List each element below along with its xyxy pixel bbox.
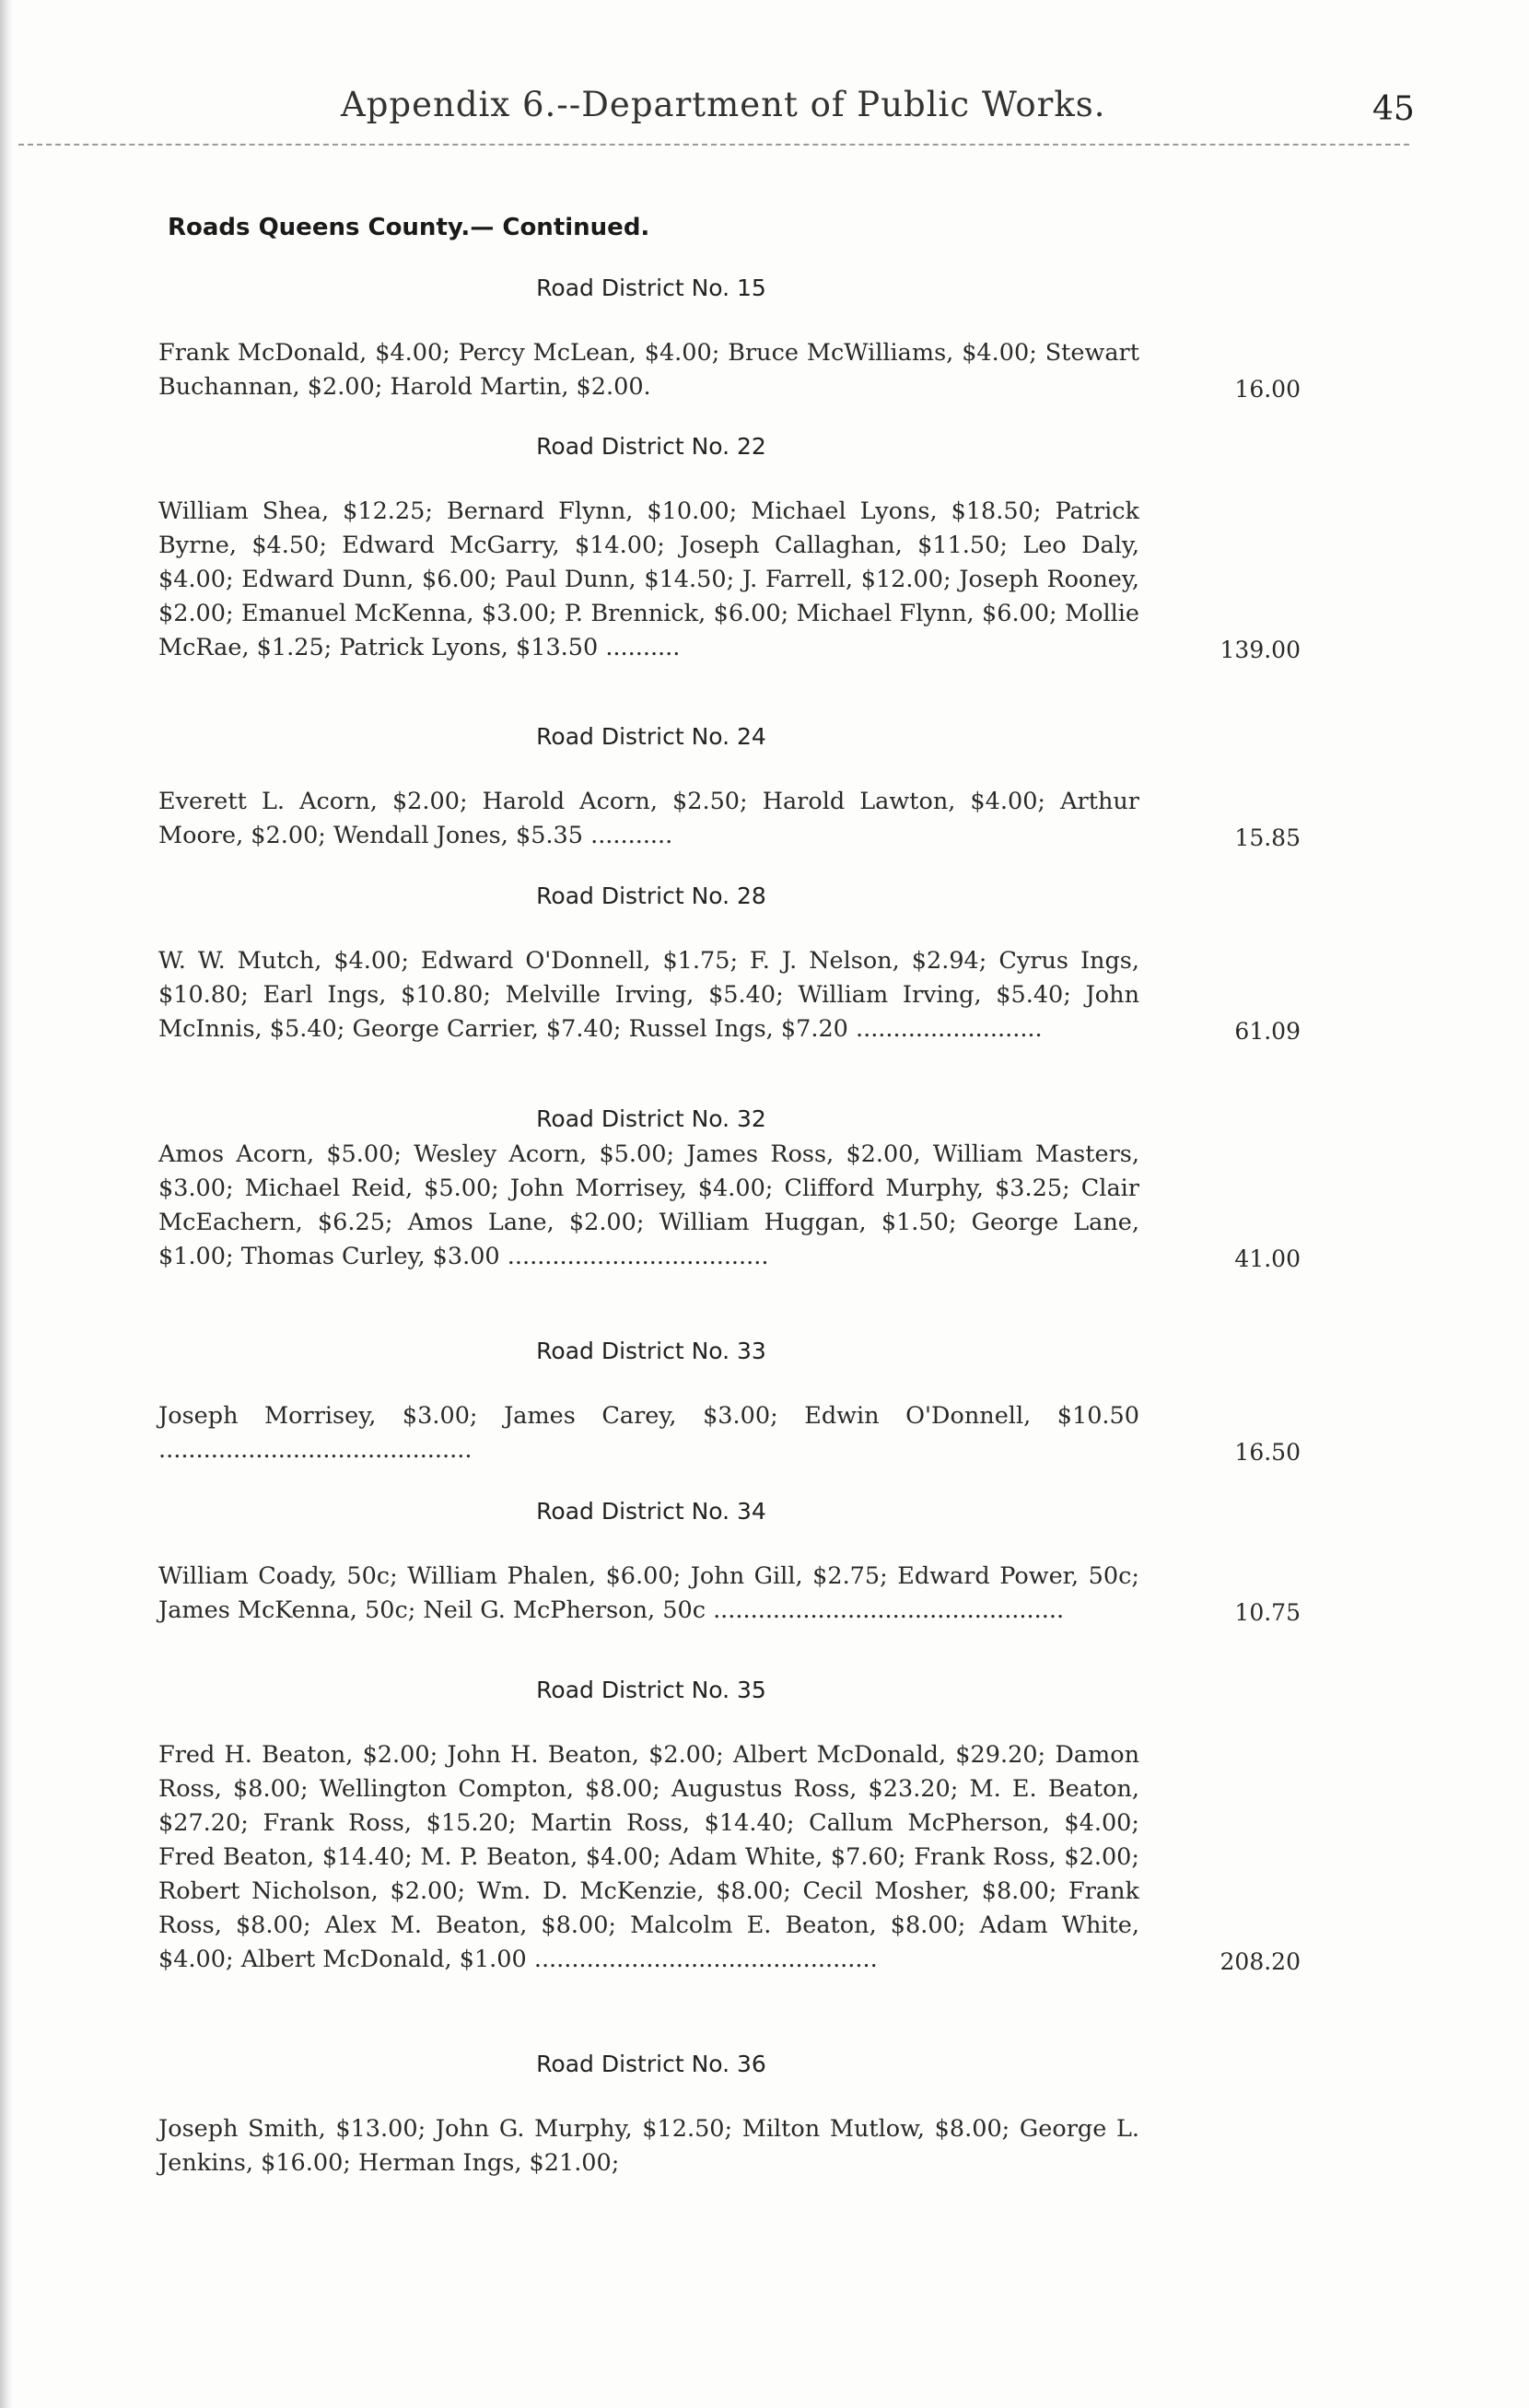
road-district-32 — [158, 1105, 1301, 1274]
district-total: 139.00 — [1220, 637, 1301, 663]
district-title: Road District No. 28 — [536, 883, 766, 909]
section-heading: Roads Queens County.— Continued. — [168, 214, 650, 241]
district-body — [158, 1738, 1301, 1977]
district-total: 15.85 — [1234, 824, 1301, 851]
district-entries: Amos Acorn, $5.00; Wesley Acorn, $5.00; James Ross, $2.00, William Masters, $3.00; Michael Reid, $5.00; John Morrisey, $4.00; Clifford Murphy, $3.25; Clair McEachern, $6.25; Amos Lane, $2.00; William Huggan, $1.50; George Lane, $1.00; Thomas Curley, $3.00 ................................... — [158, 1140, 1139, 1270]
district-entries: Everett L. Acorn, $2.00; Harold Acorn, $2.50; Harold Lawton, $4.00; Arthur Moore, $2.00; Wendall Jones, $5.35 ........... — [158, 788, 1139, 849]
district-entries: William Shea, $12.25; Bernard Flynn, $10.00; Michael Lyons, $18.50; Patrick Byrne, $4.50; Edward McGarry, $14.00; Joseph Callaghan, $11.50; Leo Daly, $4.00; Edward Dunn, $6.00; Paul Dunn, $14.50; J. Farrell, $12.00; Joseph Rooney, $2.00; Emanuel McKenna, $3.00; P. Brennick, $6.00; Michael Flynn, $6.00; Mollie McRae, $1.25; Patrick Lyons, $13.50 .......... — [158, 497, 1139, 661]
road-district-22 — [158, 433, 1301, 665]
road-district-36 — [158, 2051, 1301, 2180]
district-title: Road District No. 33 — [536, 1338, 766, 1364]
district-total: 16.00 — [1234, 376, 1301, 403]
district-title: Road District No. 35 — [536, 1677, 766, 1703]
district-body — [158, 1138, 1301, 1274]
road-district-28 — [158, 883, 1301, 1046]
district-body — [158, 785, 1301, 853]
road-district-35 — [158, 1677, 1301, 1977]
district-entries: Joseph Smith, $13.00; John G. Murphy, $12.50; Milton Mutlow, $8.00; George L. Jenkins, $16.00; Herman Ings, $21.00; — [158, 2115, 1139, 2177]
road-district-33 — [158, 1338, 1301, 1467]
district-body — [158, 1399, 1301, 1467]
road-district-34 — [158, 1498, 1301, 1628]
district-entries: Frank McDonald, $4.00; Percy McLean, $4.00; Bruce McWilliams, $4.00; Stewart Buchannan, $2.00; Harold Martin, $2.00. — [158, 339, 1139, 401]
district-title: Road District No. 24 — [536, 723, 766, 750]
district-title: Road District No. 22 — [536, 433, 766, 460]
road-district-15 — [158, 275, 1301, 404]
district-entries: W. W. Mutch, $4.00; Edward O'Donnell, $1.75; F. J. Nelson, $2.94; Cyrus Ings, $10.80; Earl Ings, $10.80; Melville Irving, $5.40; William Irving, $5.40; John McInnis, $5.40; George Carrier, $7.40; Russel Ings, $7.20 ......................... — [158, 947, 1139, 1043]
header-rule — [18, 144, 1409, 146]
district-entries: Fred H. Beaton, $2.00; John H. Beaton, $2.00; Albert McDonald, $29.20; Damon Ross, $8.00; Wellington Compton, $8.00; Augustus Ross, $23.20; M. E. Beaton, $27.20; Frank Ross, $15.20; Martin Ross, $14.40; Callum McPherson, $4.00; Fred Beaton, $14.40; M. P. Beaton, $4.00; Adam White, $7.60; Frank Ross, $2.00; Robert Nicholson, $2.00; Wm. D. McKenzie, $8.00; Cecil Mosher, $8.00; Frank Ross, $8.00; Alex M. Beaton, $8.00; Malcolm E. Beaton, $8.00; Adam White, $4.00; Albert McDonald, $1.00 .............................................. — [158, 1741, 1139, 1973]
district-title: Road District No. 15 — [536, 275, 766, 301]
district-title: Road District No. 36 — [536, 2051, 766, 2077]
district-title: Road District No. 34 — [536, 1498, 766, 1525]
district-body — [158, 495, 1301, 665]
district-total: 208.20 — [1220, 1948, 1301, 1975]
district-title: Road District No. 32 — [536, 1105, 766, 1132]
district-body — [158, 944, 1301, 1046]
district-entries: Joseph Morrisey, $3.00; James Carey, $3.00; Edwin O'Donnell, $10.50 .......................................... — [158, 1402, 1139, 1464]
district-body — [158, 336, 1301, 404]
running-head: Appendix 6.--Department of Public Works. — [341, 85, 1106, 124]
district-total: 16.50 — [1234, 1439, 1301, 1466]
district-body — [158, 2112, 1301, 2180]
district-body — [158, 1560, 1301, 1628]
road-district-24 — [158, 723, 1301, 853]
page-spine-shadow — [0, 0, 13, 2408]
district-total: 10.75 — [1234, 1599, 1301, 1626]
district-total: 41.00 — [1234, 1245, 1301, 1272]
district-total: 61.09 — [1234, 1018, 1301, 1045]
district-entries: William Coady, 50c; William Phalen, $6.00; John Gill, $2.75; Edward Power, 50c; James McKenna, 50c; Neil G. McPherson, 50c ............................................... — [158, 1562, 1139, 1624]
page-number: 45 — [1372, 90, 1415, 128]
